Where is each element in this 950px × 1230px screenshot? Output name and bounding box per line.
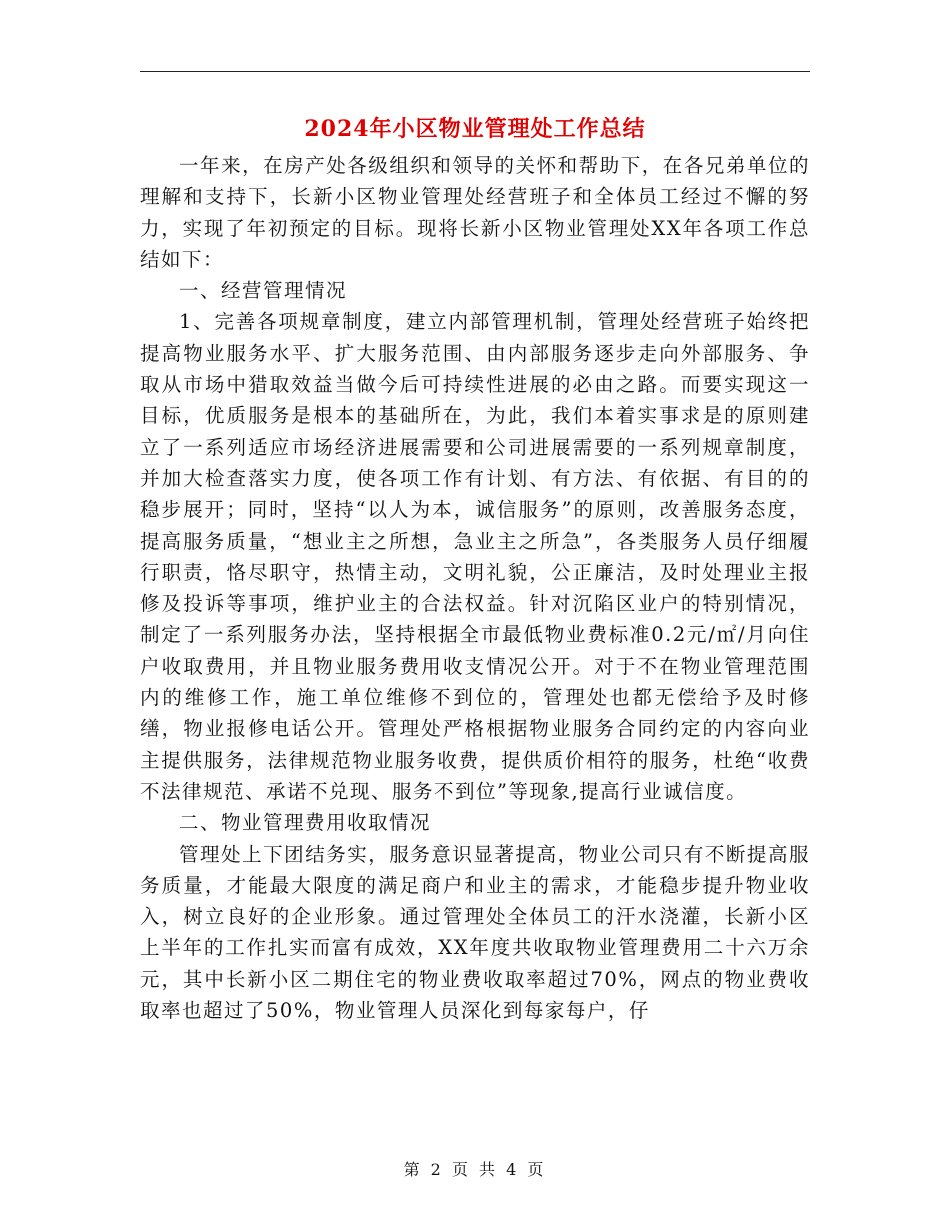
document-title: 2024年小区物业管理处工作总结 [304,116,646,142]
paragraph-section-1: 1、完善各项规章制度，建立内部管理机制，管理处经营班子始终把提高物业服务水平、扩大服务范围、由内部服务逐步走向外部服务、争取从市场中猎取效益当做今后可持续性进展的必由之路。而要实现这一目标，优质服务是根本的基础所在，为此，我们本着实事求是的原则建立了一系列适应市场经济进展需要和公司进展需要的一系列规章制度，并加大检查落实力度，使各项工作有计划、有方法、有依据、有目的的稳步展开；同时，坚持“以人为本，诚信服务”的原则，改善服务态度，提高服务质量，“想业主之所想，急业主之所急”，各类服务人员仔细履行职责，恪尽职守，热情主动，文明礼貌，公正廉洁，及时处理业主报修及投诉等事项，维护业主的合法权益。针对沉陷区业户的特别情况，制定了一系列服务办法，坚持根据全市最低物业费标准0.2元/㎡/月向住户收取费用，并且物业服务费用收支情况公开。对于不在物业管理范围内的维修工作，施工单位维修不到位的，管理处也都无偿给予及时修缮，物业报修电话公开。管理处严格根据物业服务合同约定的内容向业主提供服务，法律规范物业服务收费，提供质价相符的服务，杜绝“收费不法律规范、承诺不兑现、服务不到位”等现象,提高行业诚信度。 [140,310,810,803]
section-heading-1: 一、经营管理情况 [179,279,348,303]
page-number-footer: 第 2 页 共 4 页 [403,1160,547,1179]
document-body [140,150,810,1026]
paragraph-section-2: 管理处上下团结务实，服务意识显著提高，物业公司只有不断提高服务质量，才能最大限度的满足商户和业主的需求，才能稳步提升物业收入，树立良好的企业形象。通过管理处全体员工的汗水浇灌，长新小区上半年的工作扎实而富有成效，XX年度共收取物业管理费用二十六万余元，其中长新小区二期住宅的物业费收取率超过70%，网点的物业费收取率也超过了50%，物业管理人员深化到每家每户，仔 [140,842,810,1023]
header-rule [140,71,810,72]
paragraph-intro: 一年来，在房产处各级组织和领导的关怀和帮助下，在各兄弟单位的理解和支持下，长新小区物业管理处经营班子和全体员工经过不懈的努力，实现了年初预定的目标。现将长新小区物业管理处XX年各项工作总结如下： [140,154,810,271]
section-heading-2: 二、物业管理费用收取情况 [179,811,432,835]
